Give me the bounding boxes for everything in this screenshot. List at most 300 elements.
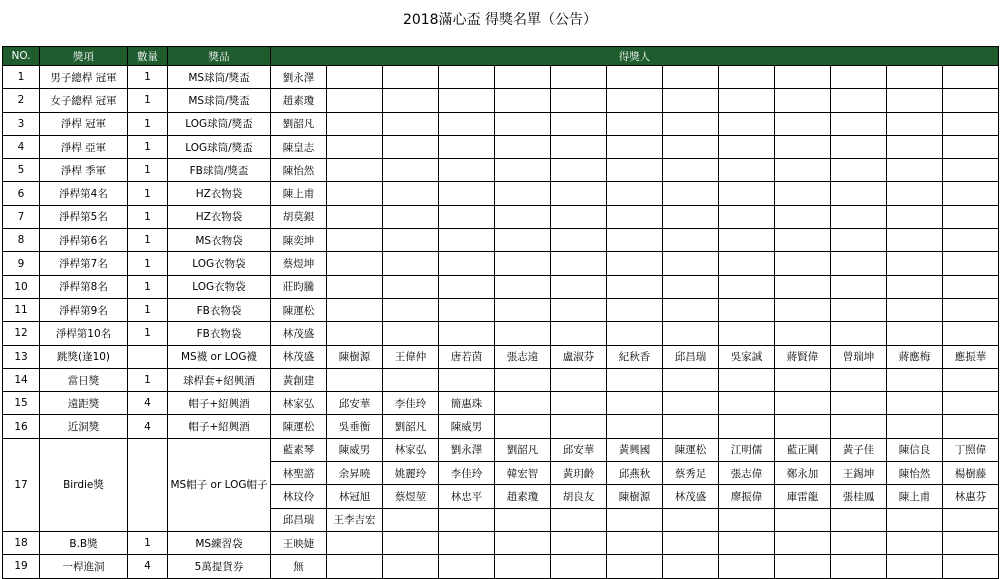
header-row	[3, 47, 999, 66]
winner-cell	[383, 89, 439, 112]
winner-cell: 劉韶凡	[383, 415, 439, 438]
winner-cell	[607, 252, 663, 275]
row-number: 3	[3, 112, 40, 135]
winner-cell	[663, 322, 719, 345]
winner-cell	[775, 298, 831, 321]
winner-cell	[327, 182, 383, 205]
winner-cell	[327, 66, 383, 89]
winner-cell: 邱安華	[327, 392, 383, 415]
award-item: 當日獎	[40, 368, 128, 391]
winner-cell: 藍正剛	[775, 438, 831, 461]
winner-cell: 韓宏智	[495, 462, 551, 485]
winner-cell	[719, 555, 775, 578]
winner-cell: 陳運松	[663, 438, 719, 461]
winner-cell	[831, 508, 887, 531]
winner-cell: 趙素瓊	[271, 89, 327, 112]
row-number: 12	[3, 322, 40, 345]
winner-cell	[607, 112, 663, 135]
winner-cell: 余昇曉	[327, 462, 383, 485]
winner-cell	[943, 298, 999, 321]
winner-cell: 陳樹源	[327, 345, 383, 368]
winner-cell	[607, 322, 663, 345]
winner-cell	[383, 112, 439, 135]
award-item: 淨桿第6名	[40, 229, 128, 252]
winner-cell	[383, 182, 439, 205]
row-number: 1	[3, 66, 40, 89]
row-number: 19	[3, 555, 40, 578]
winner-cell: 吳垂衡	[327, 415, 383, 438]
award-quantity: 4	[128, 555, 168, 578]
winner-cell	[663, 205, 719, 228]
award-item: 近洞獎	[40, 415, 128, 438]
winner-cell	[495, 415, 551, 438]
winner-cell: 黃創建	[271, 368, 327, 391]
winner-cell	[719, 182, 775, 205]
row-number: 6	[3, 182, 40, 205]
table-row	[3, 275, 999, 298]
award-prize: MS球筒/獎盃	[168, 89, 271, 112]
winner-cell: 李佳玲	[439, 462, 495, 485]
winner-cell	[663, 252, 719, 275]
winner-cell	[775, 252, 831, 275]
winner-cell	[495, 229, 551, 252]
winner-cell	[719, 229, 775, 252]
winner-cell: 胡莫銀	[271, 205, 327, 228]
winner-cell	[887, 66, 943, 89]
winner-cell	[887, 275, 943, 298]
award-prize: 球桿套+紹興酒	[168, 368, 271, 391]
winner-cell	[439, 368, 495, 391]
winner-cell	[551, 66, 607, 89]
award-quantity: 1	[128, 252, 168, 275]
winner-cell: 林聖諮	[271, 462, 327, 485]
winner-cell: 張桂鳳	[831, 485, 887, 508]
winner-cell: 蔣應梅	[887, 345, 943, 368]
award-item: 淨桿第5名	[40, 205, 128, 228]
winner-cell	[887, 508, 943, 531]
table-row	[3, 392, 999, 415]
winner-cell: 王偉仲	[383, 345, 439, 368]
row-number: 2	[3, 89, 40, 112]
winner-cell	[831, 182, 887, 205]
table-row	[3, 555, 999, 578]
winner-cell	[887, 89, 943, 112]
winner-cell: 劉永澤	[271, 66, 327, 89]
winner-cell	[495, 322, 551, 345]
row-number: 7	[3, 205, 40, 228]
winner-cell	[607, 508, 663, 531]
winner-cell: 蔣賢偉	[775, 345, 831, 368]
winner-cell	[831, 298, 887, 321]
winner-cell: 吳家誠	[719, 345, 775, 368]
winner-cell	[663, 275, 719, 298]
winner-cell	[887, 112, 943, 135]
winner-cell	[663, 159, 719, 182]
winner-cell: 陳皇志	[271, 135, 327, 158]
winner-cell	[383, 531, 439, 554]
winner-cell: 趙素瓊	[495, 485, 551, 508]
winner-cell	[663, 368, 719, 391]
winner-cell	[831, 415, 887, 438]
winner-cell	[439, 66, 495, 89]
winner-cell	[719, 298, 775, 321]
header-winners: 得獎人	[271, 47, 999, 66]
award-prize: MS球筒/獎盃	[168, 66, 271, 89]
winner-cell: 蔡煜坤	[271, 252, 327, 275]
award-item: 淨桿第8名	[40, 275, 128, 298]
winner-cell	[775, 322, 831, 345]
winner-cell	[719, 322, 775, 345]
award-prize: LOG衣物袋	[168, 252, 271, 275]
award-item: 女子總桿 冠軍	[40, 89, 128, 112]
winner-cell	[719, 252, 775, 275]
row-number: 5	[3, 159, 40, 182]
winner-cell: 無	[271, 555, 327, 578]
winner-cell	[439, 229, 495, 252]
winner-cell: 丁照偉	[943, 438, 999, 461]
winner-cell: 劉韶凡	[271, 112, 327, 135]
winner-cell	[551, 555, 607, 578]
winner-cell	[831, 368, 887, 391]
award-quantity: 1	[128, 229, 168, 252]
award-prize: 5萬提貨券	[168, 555, 271, 578]
table-row	[3, 415, 999, 438]
winner-cell: 陳上甫	[887, 485, 943, 508]
winner-cell	[943, 322, 999, 345]
winner-cell: 林忠平	[439, 485, 495, 508]
winner-cell	[719, 531, 775, 554]
winner-cell: 莊昀騰	[271, 275, 327, 298]
winner-cell	[551, 368, 607, 391]
winner-cell	[831, 205, 887, 228]
winner-cell: 陳運松	[271, 298, 327, 321]
winner-cell	[775, 159, 831, 182]
award-prize: MS練習袋	[168, 531, 271, 554]
winner-cell	[551, 182, 607, 205]
winner-cell: 陳上甫	[271, 182, 327, 205]
winner-cell: 張志偉	[719, 462, 775, 485]
row-number: 11	[3, 298, 40, 321]
winner-cell	[551, 275, 607, 298]
winner-cell	[663, 415, 719, 438]
winner-cell	[719, 415, 775, 438]
winner-cell: 姚麗玲	[383, 462, 439, 485]
winner-cell	[887, 531, 943, 554]
winner-cell: 蔡煜堃	[383, 485, 439, 508]
winner-cell: 黃玥齡	[551, 462, 607, 485]
winner-cell: 林冠旭	[327, 485, 383, 508]
winner-cell	[551, 298, 607, 321]
winner-cell: 張志遠	[495, 345, 551, 368]
winner-cell	[887, 415, 943, 438]
winner-cell	[495, 89, 551, 112]
winner-cell	[551, 205, 607, 228]
row-number: 14	[3, 368, 40, 391]
winner-cell	[383, 66, 439, 89]
winner-cell	[495, 205, 551, 228]
award-prize: FB衣物袋	[168, 322, 271, 345]
winner-cell: 庫雷龍	[775, 485, 831, 508]
winner-cell: 林家弘	[271, 392, 327, 415]
table-row	[3, 322, 999, 345]
winner-cell: 陳信良	[887, 438, 943, 461]
row-number: 15	[3, 392, 40, 415]
winner-cell	[943, 531, 999, 554]
winner-cell: 簡惠珠	[439, 392, 495, 415]
winner-cell	[327, 322, 383, 345]
winner-cell: 陳怡然	[887, 462, 943, 485]
winner-cell	[775, 275, 831, 298]
winner-cell	[551, 229, 607, 252]
winner-cell	[719, 205, 775, 228]
winner-cell	[495, 392, 551, 415]
winner-cell	[383, 159, 439, 182]
winner-cell	[495, 555, 551, 578]
award-prize: 帽子+紹興酒	[168, 392, 271, 415]
winner-cell	[831, 159, 887, 182]
winner-cell	[887, 135, 943, 158]
winner-cell	[943, 112, 999, 135]
winner-cell	[551, 252, 607, 275]
winner-cell	[663, 392, 719, 415]
winner-cell	[439, 135, 495, 158]
winner-cell	[607, 135, 663, 158]
winner-cell	[943, 135, 999, 158]
award-quantity	[128, 438, 168, 531]
award-quantity: 1	[128, 159, 168, 182]
award-prize: LOG球筒/獎盃	[168, 112, 271, 135]
award-quantity: 1	[128, 89, 168, 112]
winner-cell	[439, 89, 495, 112]
winner-cell	[887, 205, 943, 228]
row-number: 13	[3, 345, 40, 368]
winner-cell: 唐若茵	[439, 345, 495, 368]
winner-cell	[607, 368, 663, 391]
table-row	[3, 205, 999, 228]
award-item: 跳獎(逢10)	[40, 345, 128, 368]
winner-cell	[327, 555, 383, 578]
award-quantity: 4	[128, 392, 168, 415]
winner-cell	[775, 508, 831, 531]
winner-cell	[383, 298, 439, 321]
winner-cell	[887, 182, 943, 205]
winner-cell	[607, 182, 663, 205]
winner-cell: 林茂盛	[271, 345, 327, 368]
winner-cell	[383, 135, 439, 158]
award-item: 淨桿 亞軍	[40, 135, 128, 158]
table-row	[3, 182, 999, 205]
winner-cell: 應振華	[943, 345, 999, 368]
table-row	[3, 345, 999, 368]
winner-cell	[831, 66, 887, 89]
winner-cell: 藍素琴	[271, 438, 327, 461]
winner-cell	[943, 392, 999, 415]
winner-cell: 陳怡然	[271, 159, 327, 182]
winner-cell	[663, 135, 719, 158]
winner-cell: 陳樹源	[607, 485, 663, 508]
winner-cell	[775, 89, 831, 112]
winner-cell	[663, 112, 719, 135]
header-qty: 數量	[128, 47, 168, 66]
winner-cell	[719, 89, 775, 112]
winner-cell	[607, 66, 663, 89]
winner-cell: 邱燕秋	[607, 462, 663, 485]
winner-cell	[439, 531, 495, 554]
winner-cell	[439, 252, 495, 275]
winner-cell	[551, 112, 607, 135]
winner-cell	[943, 159, 999, 182]
winner-cell	[383, 555, 439, 578]
winner-cell	[663, 508, 719, 531]
row-number: 9	[3, 252, 40, 275]
winner-cell	[663, 531, 719, 554]
winner-cell	[719, 508, 775, 531]
header-prize: 獎品	[168, 47, 271, 66]
award-item: 淨桿第4名	[40, 182, 128, 205]
row-number: 8	[3, 229, 40, 252]
winner-cell	[887, 322, 943, 345]
winner-cell	[663, 66, 719, 89]
winner-cell: 盧淑芬	[551, 345, 607, 368]
winner-cell: 廖振偉	[719, 485, 775, 508]
table-row	[3, 229, 999, 252]
winner-cell	[831, 252, 887, 275]
award-quantity: 1	[128, 531, 168, 554]
winner-cell: 曾瑞坤	[831, 345, 887, 368]
table-row	[3, 89, 999, 112]
winner-cell	[775, 531, 831, 554]
winner-cell	[831, 392, 887, 415]
winner-cell	[439, 555, 495, 578]
row-number: 18	[3, 531, 40, 554]
winner-cell	[439, 159, 495, 182]
winner-cell	[551, 392, 607, 415]
award-item: Birdie獎	[40, 438, 128, 531]
winner-cell	[551, 89, 607, 112]
winner-cell	[719, 275, 775, 298]
winner-cell	[383, 368, 439, 391]
winner-cell	[551, 415, 607, 438]
winner-cell	[943, 555, 999, 578]
award-quantity: 1	[128, 112, 168, 135]
winner-cell: 陳運松	[271, 415, 327, 438]
award-quantity: 1	[128, 135, 168, 158]
winner-cell	[719, 135, 775, 158]
table-row	[3, 298, 999, 321]
winner-cell	[943, 275, 999, 298]
row-number: 17	[3, 438, 40, 531]
winner-cell	[495, 298, 551, 321]
award-item: B.B獎	[40, 531, 128, 554]
winner-cell	[775, 229, 831, 252]
winner-cell	[327, 159, 383, 182]
winner-cell	[607, 555, 663, 578]
winner-cell	[943, 229, 999, 252]
award-prize: MS衣物袋	[168, 229, 271, 252]
winner-cell	[607, 229, 663, 252]
award-quantity: 1	[128, 182, 168, 205]
winner-cell	[775, 368, 831, 391]
winner-cell	[831, 555, 887, 578]
award-quantity: 1	[128, 368, 168, 391]
winner-cell	[327, 252, 383, 275]
award-prize: FB衣物袋	[168, 298, 271, 321]
winner-cell	[383, 275, 439, 298]
award-quantity: 1	[128, 66, 168, 89]
winner-cell	[327, 229, 383, 252]
award-quantity	[128, 345, 168, 368]
award-prize: MS襪 or LOG襪	[168, 345, 271, 368]
winner-cell	[831, 112, 887, 135]
table-row	[3, 159, 999, 182]
winner-cell: 劉永澤	[439, 438, 495, 461]
winner-cell	[887, 555, 943, 578]
winner-cell	[551, 322, 607, 345]
award-item: 淨桿第9名	[40, 298, 128, 321]
winner-cell	[495, 135, 551, 158]
winner-cell	[383, 322, 439, 345]
award-prize: MS帽子 or LOG帽子	[168, 438, 271, 531]
winner-cell	[607, 298, 663, 321]
winner-cell	[439, 205, 495, 228]
winner-cell	[719, 66, 775, 89]
header-no: NO.	[3, 47, 40, 66]
award-prize: HZ衣物袋	[168, 182, 271, 205]
winner-cell: 陳威男	[327, 438, 383, 461]
winner-cell	[327, 531, 383, 554]
award-prize: LOG球筒/獎盃	[168, 135, 271, 158]
award-item: 淨桿第7名	[40, 252, 128, 275]
award-quantity: 1	[128, 275, 168, 298]
winner-cell	[607, 392, 663, 415]
winner-cell	[663, 182, 719, 205]
winner-cell	[327, 368, 383, 391]
winner-cell	[943, 508, 999, 531]
winner-cell	[495, 252, 551, 275]
winner-cell	[327, 205, 383, 228]
award-prize: 帽子+紹興酒	[168, 415, 271, 438]
winner-cell	[439, 508, 495, 531]
winner-cell	[551, 159, 607, 182]
winner-cell	[887, 229, 943, 252]
winner-cell: 林玟伶	[271, 485, 327, 508]
winner-cell	[831, 229, 887, 252]
winner-cell	[775, 135, 831, 158]
table-row	[3, 112, 999, 135]
winner-cell	[495, 66, 551, 89]
award-item: 一桿進洞	[40, 555, 128, 578]
winner-cell	[775, 66, 831, 89]
table-row	[3, 66, 999, 89]
award-table	[2, 46, 999, 579]
winner-cell: 陳威男	[439, 415, 495, 438]
winner-cell	[383, 205, 439, 228]
table-row	[3, 368, 999, 391]
winner-cell	[439, 182, 495, 205]
winner-cell	[663, 555, 719, 578]
winner-cell: 邱安華	[551, 438, 607, 461]
winner-cell: 王李吉宏	[327, 508, 383, 531]
award-prize: FB球筒/獎盃	[168, 159, 271, 182]
winner-cell	[327, 135, 383, 158]
table-row	[3, 135, 999, 158]
award-item: 男子總桿 冠軍	[40, 66, 128, 89]
winner-cell: 李佳玲	[383, 392, 439, 415]
award-item: 淨桿 季軍	[40, 159, 128, 182]
winner-cell	[663, 229, 719, 252]
winner-cell	[719, 112, 775, 135]
award-item: 淨桿第10名	[40, 322, 128, 345]
